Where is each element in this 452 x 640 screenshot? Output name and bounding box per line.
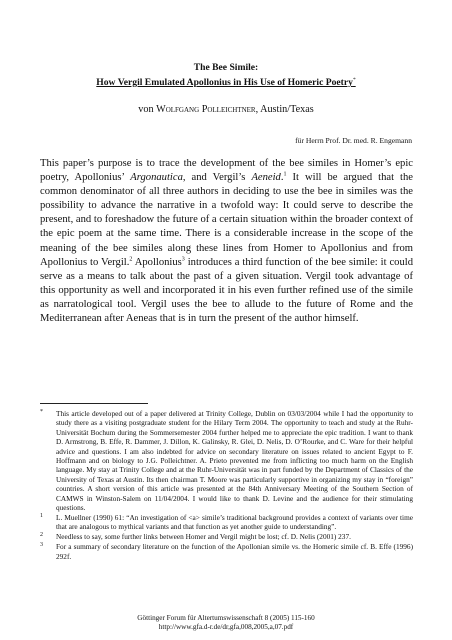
body-paragraph xyxy=(40,157,413,326)
footnote-mark: 1 xyxy=(40,512,43,519)
footnote-item xyxy=(40,532,413,541)
body-text-1: This paper’s purpose is to trace the development of the bee similes in Homer’s epic poetry, Apollonius’ xyxy=(40,158,413,184)
work-title-aeneid: Aeneid xyxy=(251,172,281,184)
footnote-text: For a summary of secondary literature on the function of the Apollonian simile vs. the Homeric simile cf. B. Effe (1996) 292f. xyxy=(56,542,413,561)
footnote-item xyxy=(40,513,413,532)
subtitle-text: How Vergil Emulated Apollonius in His Use of Homeric Poetry xyxy=(96,77,353,89)
footnote-text: L. Muellner (1990) 61: “An investigation of <a> simile’s traditional background provides a context of variants over time that are analogous to mythical variants and that function as yet another guide to understanding”. xyxy=(56,512,413,532)
byline-prefix: von xyxy=(138,104,157,116)
subtitle-footnote-mark[interactable]: * xyxy=(352,77,356,83)
footnote-text: Needless to say, some further links between Homer and Vergil might be lost; cf. D. Nelis (2001) 237. xyxy=(56,532,351,542)
author-byline xyxy=(40,103,412,116)
author-last-name: Polleichtner xyxy=(201,104,256,116)
body-text-6: introduces a third function of the bee simile: it could serve as a means to talk about the past of a given situation. Vergil took advantage of this opportunity as well and incorporated it in his even further refined use of the simile as narratological tool. Vergil uses the bee to allude to the future of Rome and the Mediterranean after Aeneas that is in turn the present of the author himself. xyxy=(40,256,414,325)
footnote-ref-3[interactable]: 3 xyxy=(181,256,185,263)
footnote-mark: 3 xyxy=(40,542,43,549)
title-block xyxy=(40,62,412,116)
body-text-2: , and Vergil’s xyxy=(182,172,252,184)
body-text-4: It will be argued that the common denominator of all three authors in deciding to use the bee in similes was the possibility to advance the narrative in a twofold way: It could serve to describe the present, and to foreshadow the future of a certain situation within the broader context of the epic poem at the same time. There is a considerable increase in the scope of the meaning of the bee similes along these lines from Homer to Apollonius and from Apollonius to Vergil. xyxy=(40,172,413,268)
footnote-item xyxy=(40,542,413,561)
article-url[interactable]: http://www.gfa.d-r.de/dr,gfa,008,2005,a,07.pdf xyxy=(158,622,294,631)
author-first-name: Wolfgang xyxy=(156,104,200,116)
work-title-argonautica: Argonautica xyxy=(130,172,183,184)
body-text-3: . xyxy=(280,172,284,184)
dedication: für Herrn Prof. Dr. med. R. Engemann xyxy=(295,136,412,145)
page-subtitle xyxy=(40,74,412,89)
footnote-text: This article developed out of a paper delivered at Trinity College, Dublin on 03/03/2004 while I had the opportunity to study there as a visiting postgraduate student for the Hilary Term 2004. The opportunity to teach and study at the Ruhr-Universität Bochum during the Sommersemester 2004 further helped me to appreciate the epic tradition. I want to thank D. Armstrong, B. Effe, R. Dammer, J. Dillon, K. Galinsky, R. Glei, D. Nelis, D. O’Rourke, and C. Ware for their helpful advice and questions. I am also indebted for advice on secondary literature on issues related to ancient Egypt to F. Hoffmann and on biology to J.G. Polleichtner. A. Prieto prevented me from inflicting too much harm on the English language. My stay at Trinity College and at the Ruhr-Universität was in part funded by the Department of Classics of the University of Texas at Austin. Its then chairman T. Moore was particularly supportive in organizing my stay in “foreign” countries. A short version of this article was presented at the 84th Anniversary Meeting of the Southern Section of CAMWS in Winston-Salem on 11/04/2004. I would like to thank D. Levine and the audience for their stimulating questions. xyxy=(56,409,413,513)
footnotes xyxy=(40,409,413,562)
footnote-item xyxy=(40,409,413,512)
footnote-separator xyxy=(40,403,148,404)
footnote-ref-1[interactable]: 1 xyxy=(283,171,287,178)
page-footer xyxy=(40,614,412,631)
footnote-mark: 2 xyxy=(40,532,43,539)
page-title: The Bee Simile: xyxy=(193,62,259,73)
footnote-mark: * xyxy=(40,409,43,415)
byline-location: , Austin/Texas xyxy=(255,104,314,116)
footnote-ref-2[interactable]: 2 xyxy=(129,256,133,263)
body-text-5: Apollonius xyxy=(132,256,182,268)
journal-citation: Göttinger Forum für Altertumswissenschaft 8 (2005) 115-160 xyxy=(137,614,315,622)
